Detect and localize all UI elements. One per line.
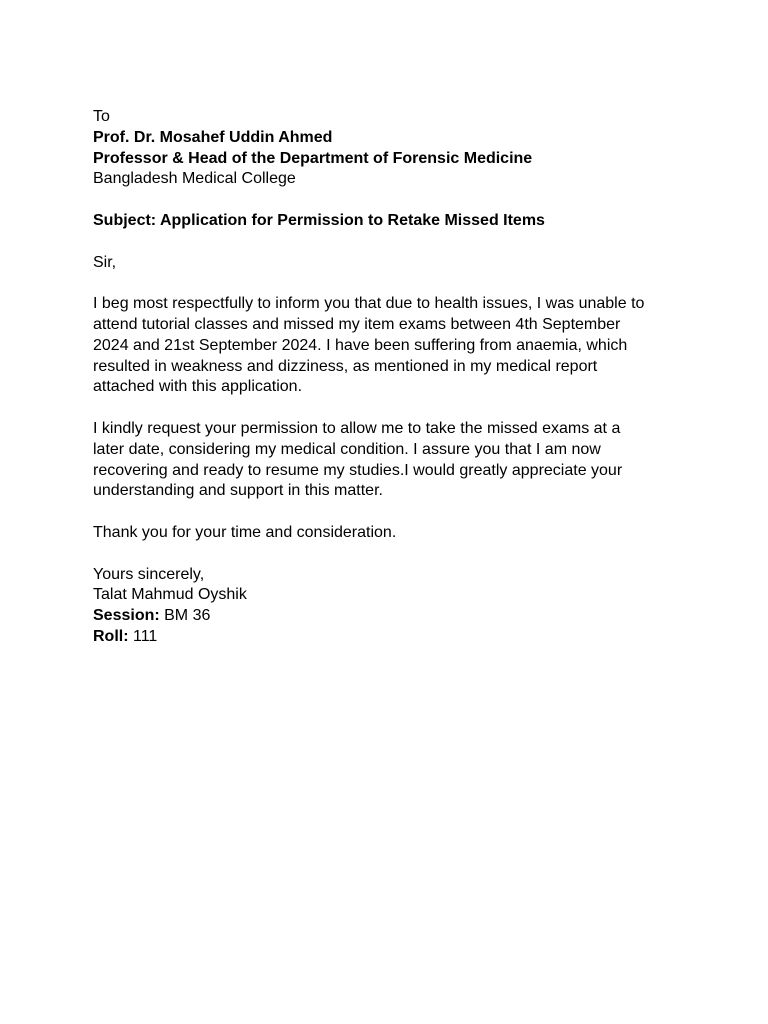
- recipient-to: To: [93, 108, 110, 125]
- paragraph-line: recovering and ready to resume my studies.I would greatly appreciate your: [93, 461, 623, 479]
- paragraph-line: attend tutorial classes and missed my item exams between 4th September: [93, 315, 621, 333]
- session-line: [93, 606, 703, 627]
- paragraph-line: understanding and support in this matter.: [93, 482, 383, 500]
- subject-line: Subject: Application for Permission to Retake Missed Items: [93, 211, 545, 229]
- body-paragraph-2: [93, 419, 703, 502]
- session-label: Session:: [93, 607, 160, 625]
- letter: [93, 107, 703, 648]
- spacer: [93, 190, 703, 211]
- body-paragraph-3: Thank you for your time and consideration.: [93, 523, 397, 541]
- paragraph-line: resulted in weakness and dizziness, as mentioned in my medical report: [93, 357, 598, 375]
- spacer: [93, 273, 703, 294]
- recipient-name: Prof. Dr. Mosahef Uddin Ahmed: [93, 128, 333, 146]
- paragraph-line: I beg most respectfully to inform you that due to health issues, I was unable to: [93, 295, 645, 313]
- roll-line: [93, 627, 703, 648]
- spacer: [93, 502, 703, 523]
- roll-value: 111: [128, 627, 158, 645]
- paragraph-line: attached with this application.: [93, 378, 303, 396]
- paragraph-line: I kindly request your permission to allow me to take the missed exams at a: [93, 419, 621, 437]
- session-value: BM 36: [159, 607, 211, 625]
- recipient-institution: Bangladesh Medical College: [93, 170, 296, 188]
- spacer: [93, 232, 703, 253]
- recipient-title: Professor & Head of the Department of Forensic Medicine: [93, 149, 533, 167]
- salutation: Sir,: [93, 253, 117, 271]
- roll-label: Roll:: [93, 627, 129, 645]
- spacer: [93, 544, 703, 565]
- paragraph-line: later date, considering my medical condition. I assure you that I am now: [93, 440, 601, 458]
- valediction: Yours sincerely,: [93, 565, 205, 583]
- paragraph-line: 2024 and 21st September 2024. I have been suffering from anaemia, which: [93, 336, 628, 354]
- body-paragraph-1: [93, 294, 703, 398]
- sender-name: Talat Mahmud Oyshik: [93, 586, 247, 604]
- spacer: [93, 398, 703, 419]
